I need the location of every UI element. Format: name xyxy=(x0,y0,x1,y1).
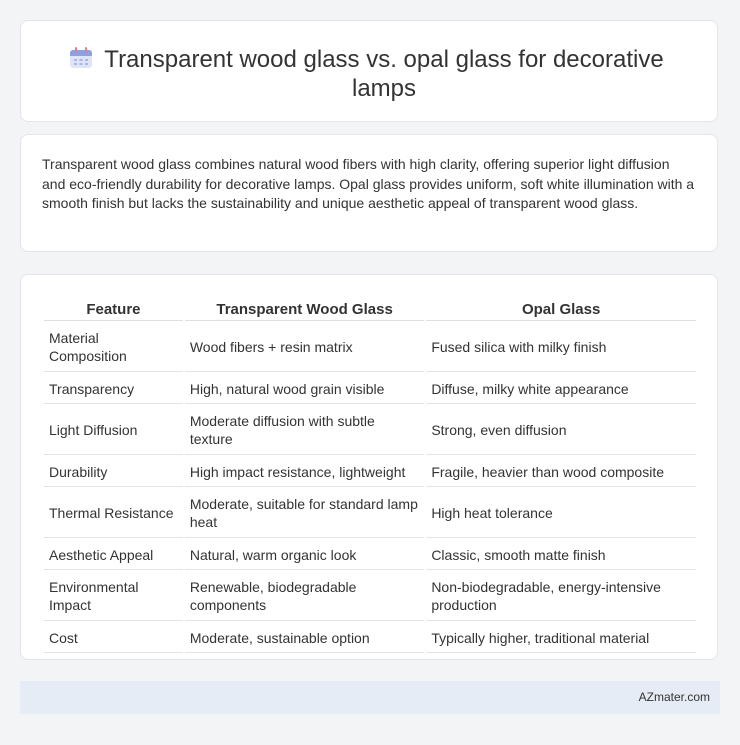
table-row xyxy=(44,489,696,538)
table-cell: Wood fibers + resin matrix xyxy=(185,323,424,372)
table-cell: Renewable, biodegradable components xyxy=(185,572,424,621)
comparison-card xyxy=(20,274,718,660)
table-cell: Moderate diffusion with subtle texture xyxy=(185,406,424,455)
table-cell: Aesthetic Appeal xyxy=(44,540,183,570)
table-row xyxy=(44,623,696,653)
footer-bar xyxy=(20,681,720,714)
table-cell: Diffuse, milky white appearance xyxy=(426,374,696,404)
table-row xyxy=(44,457,696,487)
table-cell: Material Composition xyxy=(44,323,183,372)
table-cell: Moderate, sustainable option xyxy=(185,623,424,653)
table-row xyxy=(44,572,696,621)
comparison-table xyxy=(42,295,698,655)
column-header-feature: Feature xyxy=(44,297,183,321)
table-cell: Thermal Resistance xyxy=(44,489,183,538)
table-row xyxy=(44,540,696,570)
table-cell: Moderate, suitable for standard lamp heat xyxy=(185,489,424,538)
summary-text: Transparent wood glass combines natural wood fibers with high clarity, offering superior light diffusion and eco-friendly durability for decorative lamps. Opal glass provides uniform, soft white illumination with a smooth finish but lacks the sustainability and unique aesthetic appeal of transparent wood glass. xyxy=(42,156,695,211)
table-header-row xyxy=(44,297,696,321)
table-cell: Fused silica with milky finish xyxy=(426,323,696,372)
page-title: Transparent wood glass vs. opal glass for decorative lamps xyxy=(104,46,664,102)
footer-brand-link[interactable]: AZmater.com xyxy=(638,690,710,704)
table-cell: Natural, warm organic look xyxy=(185,540,424,570)
table-cell: Fragile, heavier than wood composite xyxy=(426,457,696,487)
table-cell: Durability xyxy=(44,457,183,487)
table-cell: Typically higher, traditional material xyxy=(426,623,696,653)
summary-card xyxy=(20,134,718,252)
table-cell: Strong, even diffusion xyxy=(426,406,696,455)
table-row xyxy=(44,406,696,455)
table-cell: Light Diffusion xyxy=(44,406,183,455)
table-cell: Cost xyxy=(44,623,183,653)
table-cell: Environmental Impact xyxy=(44,572,183,621)
table-row xyxy=(44,323,696,372)
table-cell: Non-biodegradable, energy-intensive production xyxy=(426,572,696,621)
table-cell: High heat tolerance xyxy=(426,489,696,538)
table-cell: Transparency xyxy=(44,374,183,404)
column-header-transparent-wood-glass: Transparent Wood Glass xyxy=(185,297,424,321)
title-card xyxy=(20,20,718,122)
column-header-opal-glass: Opal Glass xyxy=(426,297,696,321)
table-cell: Classic, smooth matte finish xyxy=(426,540,696,570)
table-row xyxy=(44,374,696,404)
table-cell: High, natural wood grain visible xyxy=(185,374,424,404)
table-cell: High impact resistance, lightweight xyxy=(185,457,424,487)
